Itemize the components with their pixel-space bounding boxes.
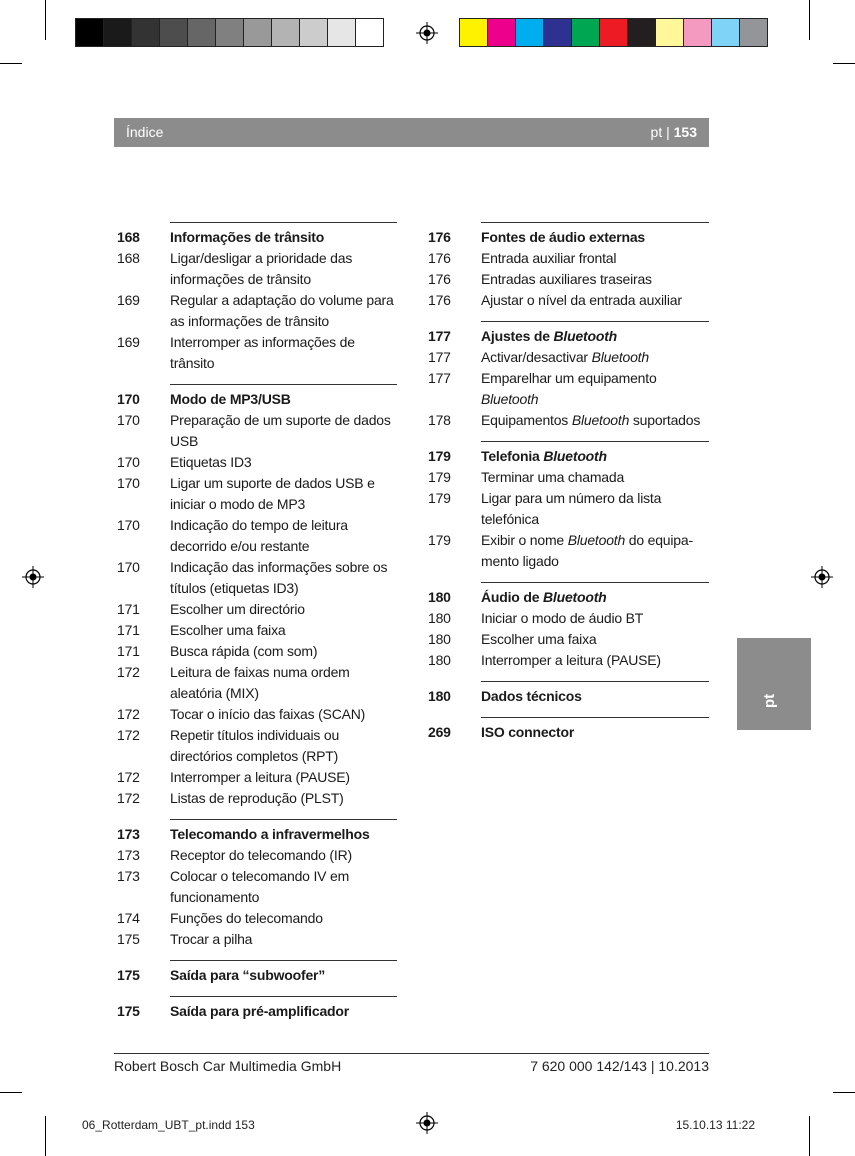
color-swatch <box>627 18 656 47</box>
toc-section <box>117 222 397 374</box>
toc-entry[interactable] <box>428 608 709 629</box>
toc-page-number: 180 <box>428 631 451 647</box>
toc-entry[interactable] <box>428 629 709 650</box>
toc-entry[interactable] <box>117 845 397 866</box>
toc-page-number: 179 <box>428 490 451 506</box>
toc-page-number: 177 <box>428 370 451 386</box>
toc-entry[interactable] <box>428 248 709 269</box>
crop-mark <box>833 1092 855 1093</box>
toc-page-number: 180 <box>428 610 451 626</box>
toc-entry-text: Ajustar o nível da entrada auxiliar <box>481 292 682 308</box>
toc-entry-text: Listas de reprodução (PLST) <box>170 790 344 806</box>
toc-entry[interactable] <box>117 641 397 662</box>
toc-section <box>117 384 397 809</box>
color-swatch <box>711 18 740 47</box>
registration-mark-icon <box>811 566 833 588</box>
toc-heading[interactable] <box>428 686 709 707</box>
toc-page-number: 175 <box>117 931 140 947</box>
footer-company: Robert Bosch Car Multimedia GmbH <box>114 1058 342 1074</box>
color-swatch <box>655 18 684 47</box>
color-swatch <box>355 18 384 47</box>
registration-mark-icon <box>416 1112 438 1134</box>
color-swatch <box>459 18 488 47</box>
footer-docref: 7 620 000 142/143 | 10.2013 <box>530 1058 709 1074</box>
toc-entry[interactable] <box>117 410 397 452</box>
color-swatch <box>515 18 544 47</box>
toc-heading-title: Áudio de Bluetooth <box>481 589 607 605</box>
toc-heading[interactable] <box>428 446 709 467</box>
toc-page-number: 172 <box>117 706 140 722</box>
toc-entry-text: Leitura de faixas numa ordem aleatória (MIX) <box>170 664 350 701</box>
toc-entry[interactable] <box>117 908 397 929</box>
toc-page-number: 176 <box>428 271 451 287</box>
toc-entry-text: Activar/desactivar Bluetooth <box>481 349 649 365</box>
toc-page-number: 171 <box>117 601 140 617</box>
toc-entry-text: Tocar o início das faixas (SCAN) <box>170 706 366 722</box>
toc-heading[interactable] <box>117 965 397 986</box>
toc-page-number: 170 <box>117 391 140 407</box>
toc-column-left <box>117 222 397 1032</box>
toc-heading[interactable] <box>117 389 397 410</box>
language-tab <box>737 638 811 730</box>
color-swatch <box>599 18 628 47</box>
toc-page-number: 174 <box>117 910 140 926</box>
toc-entry-text: Busca rápida (com som) <box>170 643 318 659</box>
toc-heading[interactable] <box>428 722 709 743</box>
toc-entry-text: Ligar/desligar a prioridade das informações de trânsito <box>170 250 353 287</box>
toc-column-right <box>428 222 709 753</box>
toc-entry-text: Escolher uma faixa <box>481 631 597 647</box>
toc-page-number: 180 <box>428 688 451 704</box>
toc-entry-text: Interromper as informações de trânsito <box>170 334 355 371</box>
toc-entry-text: Terminar uma chamada <box>481 469 625 485</box>
toc-entry-text: Ligar para um número da lista telefónica <box>481 490 662 527</box>
color-swatch <box>131 18 160 47</box>
toc-entry[interactable] <box>117 866 397 908</box>
color-swatch <box>243 18 272 47</box>
toc-heading-title: Informações de trânsito <box>170 229 325 245</box>
toc-page-number: 269 <box>428 724 451 740</box>
toc-entry[interactable] <box>428 347 709 368</box>
toc-entry-text: Iniciar o modo de áudio BT <box>481 610 644 626</box>
toc-entry-text: Entradas auxiliares traseiras <box>481 271 652 287</box>
toc-entry[interactable] <box>117 662 397 704</box>
toc-heading-title: Modo de MP3/USB <box>170 391 291 407</box>
toc-page-number: 172 <box>117 664 140 680</box>
color-swatch <box>103 18 132 47</box>
crop-mark <box>833 63 855 64</box>
toc-entry[interactable] <box>117 248 397 290</box>
section-title: Índice <box>126 124 164 140</box>
color-swatch <box>571 18 600 47</box>
toc-heading-title: Dados técnicos <box>481 688 582 704</box>
toc-entry-text: Indicação das informações sobre os títulos (etiquetas ID3) <box>170 559 388 596</box>
toc-entry-text: Entrada auxiliar frontal <box>481 250 617 266</box>
toc-page-number: 172 <box>117 727 140 743</box>
slug-filename: 06_Rotterdam_UBT_pt.indd 153 <box>82 1118 255 1132</box>
toc-entry[interactable] <box>428 488 709 530</box>
toc-page-number: 170 <box>117 412 140 428</box>
color-swatch <box>487 18 516 47</box>
toc-page-number: 170 <box>117 475 140 491</box>
toc-entry[interactable] <box>117 725 397 767</box>
crop-mark <box>0 63 22 64</box>
toc-entry-text: Ligar um suporte de dados USB e iniciar o modo de MP3 <box>170 475 375 512</box>
toc-page-number: 168 <box>117 250 140 266</box>
toc-page-number: 173 <box>117 847 140 863</box>
toc-heading[interactable] <box>117 824 397 845</box>
bluetooth-term: Bluetooth <box>543 448 607 464</box>
toc-page-number: 176 <box>428 229 451 245</box>
toc-entry-text: Escolher uma faixa <box>170 622 286 638</box>
toc-page-number: 178 <box>428 412 451 428</box>
toc-section <box>117 819 397 950</box>
toc-heading-title: Ajustes de Bluetooth <box>481 328 618 344</box>
toc-entry[interactable] <box>428 467 709 488</box>
toc-page-number: 173 <box>117 868 140 884</box>
toc-entry-text: Preparação de um suporte de dados USB <box>170 412 391 449</box>
toc-entry[interactable] <box>428 530 709 572</box>
toc-page-number: 172 <box>117 769 140 785</box>
toc-page-number: 168 <box>117 229 140 245</box>
toc-entry[interactable] <box>117 290 397 332</box>
toc-section <box>428 321 709 431</box>
toc-section <box>117 960 397 986</box>
toc-page-number: 176 <box>428 250 451 266</box>
toc-entry[interactable] <box>117 929 397 950</box>
toc-heading[interactable] <box>428 587 709 608</box>
color-swatch <box>739 18 768 47</box>
toc-entry-text: Emparelhar um equipamento Bluetooth <box>481 370 657 407</box>
toc-page-number: 173 <box>117 826 140 842</box>
toc-page-number: 171 <box>117 643 140 659</box>
toc-entry[interactable] <box>117 767 397 788</box>
page-number: pt | 153 <box>650 124 697 140</box>
toc-entry-text: Repetir títulos individuais ou directórios completos (RPT) <box>170 727 340 764</box>
toc-entry-text: Exibir o nome Bluetooth do equipa-mento ligado <box>481 532 693 569</box>
language-tab-label: pt <box>761 693 778 708</box>
bluetooth-term: Bluetooth <box>543 589 607 605</box>
crop-mark <box>45 1116 46 1156</box>
page-header <box>114 118 709 147</box>
toc-entry[interactable] <box>117 599 397 620</box>
toc-entry[interactable] <box>117 473 397 515</box>
toc-page-number: 171 <box>117 622 140 638</box>
bluetooth-term: Bluetooth <box>481 391 539 407</box>
toc-heading-title: Telefonia Bluetooth <box>481 448 607 464</box>
registration-mark-icon <box>22 566 44 588</box>
slug-date: 15.10.13 11:22 <box>675 1118 755 1132</box>
toc-entry-text: Regular a adaptação do volume para as informações de trânsito <box>170 292 394 329</box>
crop-mark <box>809 1116 810 1156</box>
toc-entry[interactable] <box>117 332 397 374</box>
toc-entry-text: Equipamentos Bluetooth suportados <box>481 412 701 428</box>
toc-entry[interactable] <box>117 704 397 725</box>
toc-page-number: 180 <box>428 589 451 605</box>
toc-page-number: 170 <box>117 454 140 470</box>
toc-entry-text: Trocar a pilha <box>170 931 253 947</box>
footer-rule <box>114 1053 709 1054</box>
toc-heading[interactable] <box>428 227 709 248</box>
toc-page-number: 179 <box>428 469 451 485</box>
toc-entry-text: Etiquetas ID3 <box>170 454 252 470</box>
toc-entry[interactable] <box>428 290 709 311</box>
toc-heading-title: Fontes de áudio externas <box>481 229 646 245</box>
toc-heading[interactable] <box>117 227 397 248</box>
bluetooth-term: Bluetooth <box>571 412 630 428</box>
grayscale-color-bar <box>75 18 383 47</box>
toc-heading[interactable] <box>428 326 709 347</box>
toc-page-number: 169 <box>117 292 140 308</box>
toc-section <box>428 222 709 311</box>
color-swatch <box>683 18 712 47</box>
toc-heading-title: Saída para pré-amplificador <box>170 1003 349 1019</box>
toc-heading-title: Telecomando a infravermelhos <box>170 826 370 842</box>
toc-entry[interactable] <box>117 788 397 809</box>
toc-entry[interactable] <box>117 515 397 557</box>
color-swatch <box>271 18 300 47</box>
color-swatch <box>159 18 188 47</box>
registration-mark-icon <box>416 22 438 44</box>
toc-page-number: 170 <box>117 559 140 575</box>
toc-entry[interactable] <box>117 557 397 599</box>
toc-entry[interactable] <box>117 452 397 473</box>
toc-page-number: 177 <box>428 328 451 344</box>
toc-page-number: 179 <box>428 532 451 548</box>
toc-page-number: 179 <box>428 448 451 464</box>
toc-page-number: 170 <box>117 517 140 533</box>
toc-heading[interactable] <box>117 1001 397 1022</box>
color-swatch <box>215 18 244 47</box>
color-swatch <box>299 18 328 47</box>
bluetooth-term: Bluetooth <box>553 328 618 344</box>
crop-mark <box>809 0 810 40</box>
toc-entry[interactable] <box>428 650 709 671</box>
toc-entry-text: Funções do telecomando <box>170 910 323 926</box>
crop-mark <box>45 0 46 40</box>
toc-entry[interactable] <box>428 410 709 431</box>
toc-section <box>428 441 709 572</box>
toc-page-number: 169 <box>117 334 140 350</box>
crop-mark <box>0 1092 22 1093</box>
toc-entry[interactable] <box>117 620 397 641</box>
bluetooth-term: Bluetooth <box>591 349 649 365</box>
toc-page-number: 177 <box>428 349 451 365</box>
color-swatch <box>187 18 216 47</box>
color-swatch <box>327 18 356 47</box>
toc-page-number: 175 <box>117 967 140 983</box>
toc-entry-text: Interromper a leitura (PAUSE) <box>481 652 661 668</box>
toc-section <box>428 582 709 671</box>
toc-page-number: 172 <box>117 790 140 806</box>
toc-entry[interactable] <box>428 269 709 290</box>
toc-heading-title: Saída para “subwoofer” <box>170 967 326 983</box>
toc-entry-text: Escolher um directório <box>170 601 305 617</box>
bluetooth-term: Bluetooth <box>567 532 626 548</box>
toc-entry[interactable] <box>428 368 709 410</box>
process-color-bar <box>459 18 767 47</box>
toc-page-number: 180 <box>428 652 451 668</box>
toc-page-number: 175 <box>117 1003 140 1019</box>
color-swatch <box>543 18 572 47</box>
toc-heading-title: ISO connector <box>481 724 575 740</box>
toc-entry-text: Indicação do tempo de leitura decorrido e/ou restante <box>170 517 348 554</box>
toc-page-number: 176 <box>428 292 451 308</box>
color-swatch <box>75 18 104 47</box>
toc-section <box>428 717 709 743</box>
toc-section <box>117 996 397 1022</box>
toc-entry-text: Interromper a leitura (PAUSE) <box>170 769 350 785</box>
toc-entry-text: Receptor do telecomando (IR) <box>170 847 352 863</box>
toc-entry-text: Colocar o telecomando IV em funcionamento <box>170 868 350 905</box>
toc-section <box>428 681 709 707</box>
